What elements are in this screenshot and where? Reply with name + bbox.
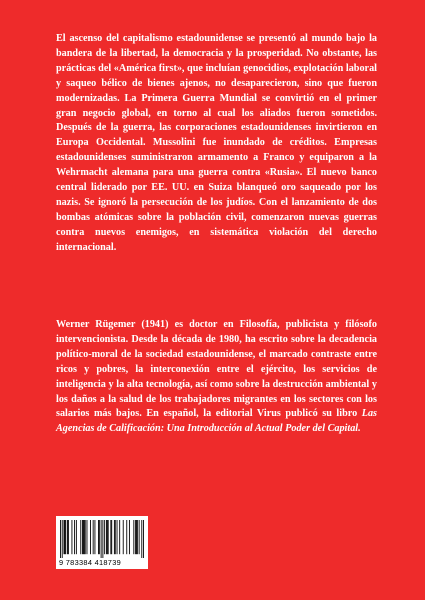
barcode-bar [90, 520, 91, 554]
barcode-bar [68, 520, 69, 554]
barcode-bar [108, 520, 109, 554]
barcode-bar [65, 520, 66, 554]
isbn-barcode [56, 516, 148, 569]
barcode-bar [60, 520, 61, 558]
barcode-bar [115, 520, 116, 554]
barcode-bar [111, 520, 112, 554]
barcode-bar [104, 520, 105, 554]
barcode-number: 9 783384 418739 [59, 558, 122, 567]
barcode-bar [98, 520, 99, 554]
barcode-bar [80, 520, 81, 554]
barcode-bars [60, 520, 144, 558]
barcode-bar [83, 520, 84, 554]
barcode-bar [62, 520, 63, 558]
barcode-bar [76, 520, 77, 554]
barcode-bar [137, 520, 138, 554]
book-blurb: El ascenso del capitalismo estadounidense se presentó al mundo bajo la bandera de la libertad, la democracia y la prosperidad. No obstante, las prácticas del «América first», que incluían genocidios, explotación laboral y saqueo bélico de bienes ajenos, no desaparecieron, sino que fueron modernizadas. La Primera Guerra Mundial se convirtió en el primer gran negocio global, en torno al cual los aliados fueron sometidos. Después de la guerra, las corporaciones estadounidenses invirtieron en Europa Occidental. Mussolini fue inundado de créditos. Empresas estadounidenses suministraron armamento a Franco y equiparon a la Wehrmacht alemana para una guerra contra «Rusia». El nuevo banco central liderado por EE. UU. en Suiza blanqueó oro saqueado por los nazis. Se ignoró la persecución de los judíos. Con el lanzamiento de dos bombas atómicas sobre la población civil, comenzaron nuevas guerras contra nuevos enemigos, en sistemática violación del derecho internacional. [56, 33, 377, 253]
barcode-bar [139, 520, 140, 554]
barcode-bar [102, 520, 103, 558]
barcode-bar [126, 520, 127, 554]
barcode-bar [129, 520, 130, 554]
barcode-bar [64, 520, 65, 554]
barcode-bar [135, 520, 136, 554]
barcode-bar [84, 520, 85, 554]
barcode-bar [85, 520, 86, 554]
barcode-bar [117, 520, 118, 554]
barcode-bar [101, 520, 102, 558]
barcode-bar [110, 520, 111, 554]
barcode-bar [114, 520, 115, 554]
barcode-bar [87, 520, 88, 554]
barcode-bar [71, 520, 72, 554]
barcode-bar [74, 520, 75, 554]
barcode-bar [107, 520, 108, 554]
barcode-bar [143, 520, 144, 558]
barcode-bar [67, 520, 68, 554]
barcode-bar [123, 520, 124, 554]
barcode-bar [82, 520, 83, 554]
book-title: Las Agencias de Calificación: Una Introducción al Actual Poder del Capital. [56, 408, 378, 435]
barcode-bar [133, 520, 134, 554]
barcode-bar [64, 520, 65, 554]
barcode-bar [136, 520, 137, 554]
author-bio-text: Werner Rügemer (1941) es doctor en Filosofía, publicista y filósofo intervencionista. Desde la década de 1980, ha escrito sobre la decadencia político-moral de la sociedad estadounidense, el marcado contraste entre ricos y pobres, la interconexión entre el ejército, los servicios de inteligencia y la alta tecnología, así como sobre la destrucción ambiental y los daños a la salud de los trabajadores migrantes en los sectores con los salarios más bajos. En español, la editorial Virus publicó su libro [56, 319, 377, 420]
barcode-bar [141, 520, 142, 558]
barcode-bar [94, 520, 95, 554]
barcode-bar [93, 520, 94, 554]
barcode-bar [106, 520, 107, 554]
author-bio [56, 318, 377, 437]
barcode-bar [99, 520, 100, 554]
barcode-bar [119, 520, 120, 554]
